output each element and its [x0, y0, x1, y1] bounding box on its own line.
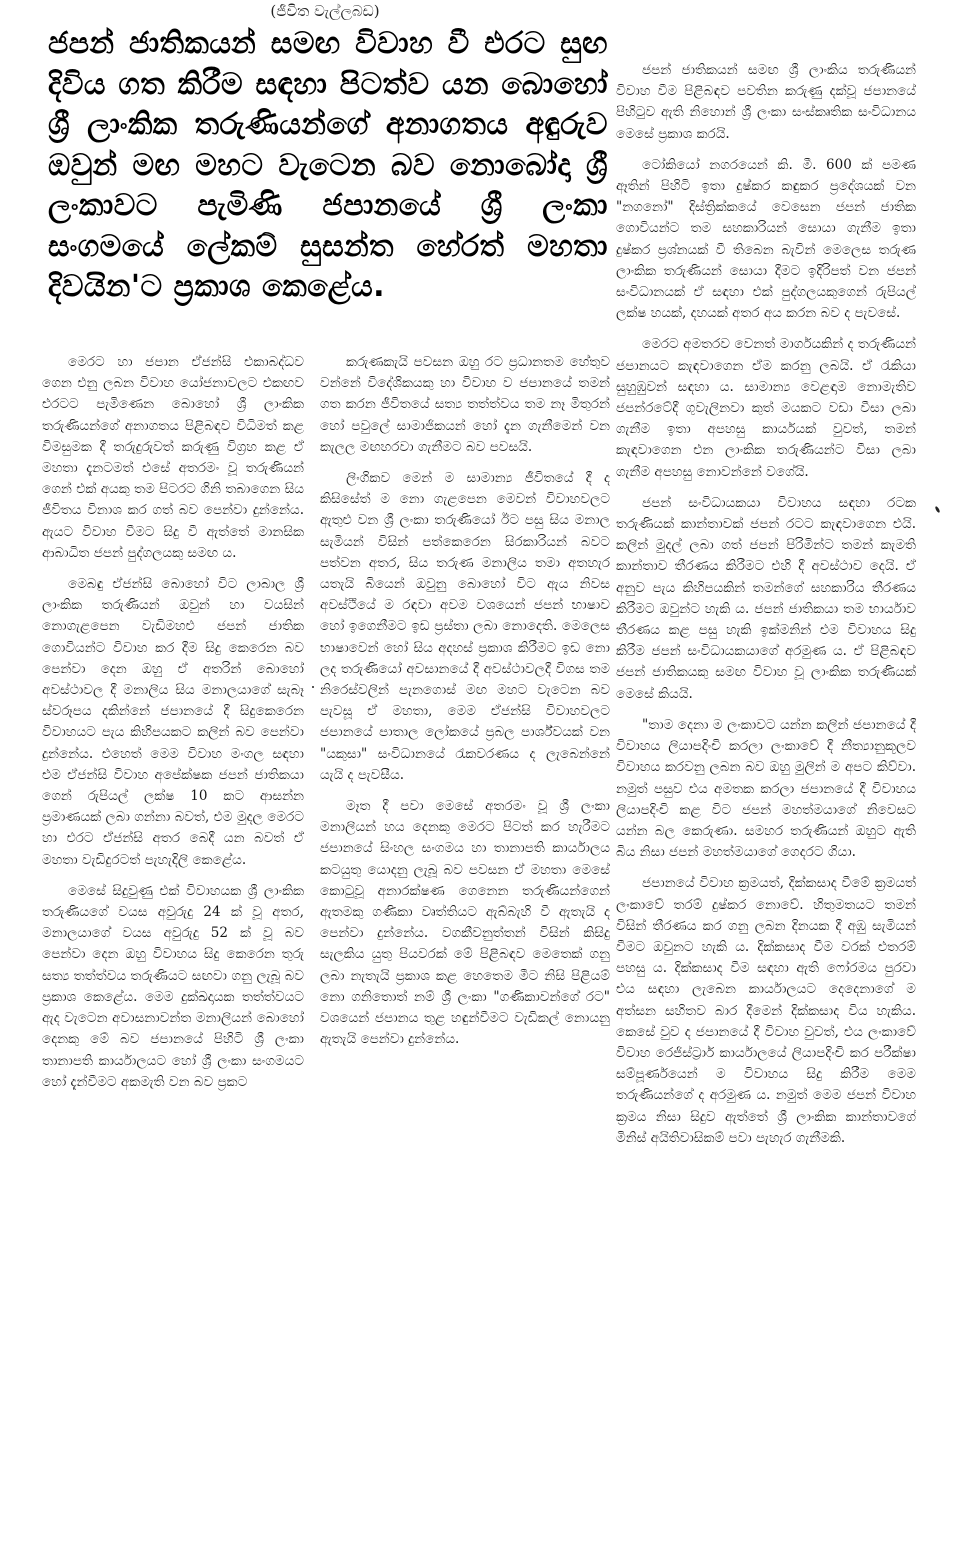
- article-column-2: [320, 352, 610, 1482]
- paragraph: මෑත දී පවා මෙසේ අතරමං වූ ශ්‍රී ලංකා මනාලියන් හය දෙනකු මෙරට පිටත් කර හැරීමට ජපානයේ සිංහල සංගමය හා තානාපති කාර්යාලය කටයුතු යොදනු ලැබූ බව පවසන ඒ මහතා මෙසේ කොටුවූ අනාරක්ෂණ ගෙනෙන තරුණියන්ගෙන් ඇතමකු ගණිකා වෘත්තියට ඇබ්බැහි වී ඇතැයි ද පෙන්වා දුන්නේය. වගකීවනුත්තන් විසින් කිසිදු සැලකිය යුතු පියවරක් මේ පිළිබඳව මෙතෙක් ගනු ලබා නැතැයි ප්‍රකාශ කළ හෙතෙම මීට නිසි පිළියම් නො ගනිතොත් නම් ශ්‍රී ලංකා "ගණිකාවන්ගේ රට" වශයෙන් ජපානය තුළ හඳුන්වීමට වැඩිකල් නොයනු ඇතැයි පෙන්වා දුන්නේය.: [320, 798, 610, 1048]
- paragraph: මෙරට අමතරව වෙනත් මාර්ගයකින් ද තරුණියන් ජපානයට කැඳවාගෙන ඒම කරනු ලබයි. ඒ රැකියා සුහුඹුවන් සඳහා ය. සාමාන්‍ය වෙළඳාම නොමැතිව ජපන්රටේදී ගුවැලිනවා කුත් මයකට වඩා වීසා ලබා ගැනීම ඉතා අපහසු කාර්යයක් වුවත්, තමන් කැඳවාගෙන එන ලාංකික තරුණියන්ට වීසා ලබා ගැනීම අපහසු නොවන්නේ වගේයි.: [616, 336, 916, 480]
- scan-speck: [312, 686, 314, 688]
- paragraph: මෙබඳු ඒජන්සි බොහෝ විට ලාබාල ශ්‍රී ලාංකික තරුණියන් ඔවුන් හා වයසින් නොගැළපෙන වැඩිමහළු ජපන් ජාතික ගොවියන්ට විවාහ කර දීම සිදු කෙරෙන බව පෙන්වා දෙන ඔහු ඒ අතරින් බොහෝ අවස්ථාවල දී මනාලිය සිය මනාලයාගේ සැබෑ ස්වරූපය දකින්නේ ජපානයේ දී සිදුකෙරෙන විවාහයට පැය කිහිපයකට කලින් බව පෙන්වා දුන්නේය. එහෙත් මෙම විවාහ මංගල සඳහා එම ඒජන්සි විවාහ අපේක්ෂක ජපන් ජාතිකයා ගෙන් රුපියල් ලක්ෂ 10 කට ආසන්න ප්‍රමාණයක් ලබා ගන්නා බවත්, එම මුදල මෙරට හා එරට ඒජන්සි අතර බෙදී යන බවත් ඒ මහතා වැඩිදුරටත් පැහැදිලි කෙළේය.: [42, 576, 304, 868]
- article-column-3: [616, 60, 916, 1460]
- byline-kicker: (ජීවිත වැල්ලබඩ): [270, 2, 380, 20]
- paragraph: ජපානයේ විවාහ ක්‍රමයත්, දික්කසාද වීමේ ක්‍රමයත් ලංකාවේ තරම් දුෂ්කර නොවේ. හිතුමතයට තමන් විසින් තීරණය කර ගනු ලබන දිනයක දී අඹු සැමියන් වීමට ඔවුනට හැකි ය. දික්කසාද වීම වරක් එතරම් පහසු ය. දික්කසාද වීම සඳහා ඇති ෆෝරමය පුරවා එය සඳහා ලැබෙන කාර්යාලයට දෙදෙනාගේ ම අත්සන සහිතව බාර දීමෙන් දික්කසාද විය හැකිය. කෙසේ වුව ද ජපානයේ දී විවාහ වුවත්, එය ලංකාවේ විවාහ රෙජිස්ට්‍රාර් කාර්යාලයේ ලියාපදිංචි කර පරීක්ෂා සම්පූර්ණයෙන් ම විවාහය සිදු කිරීම මෙම තරුණියන්ගේ ද අරමුණ ය. නමුත් මෙම ජපන් විවාහ ක්‍රමය නිසා සිදුව ඇත්තේ ශ්‍රී ලාංකික කාන්තාවගේ මිනිස් අයිතිවාසිකම් පවා පැහැර ගැනීමකි.: [616, 875, 916, 1146]
- paragraph: කරුණකැයි පවසන ඔහු රට ප්‍රධානතම හේතුව වන්නේ විදේශිකයකු හා විවාහ ව ජපානයේ තමන් ගත කරන ජීවිතයේ සත්‍ය තත්ත්වය තම නෑ මිතුරන් හෝ පවුලේ සාමාජිකයන් හෝ දැන ගැනීමෙන් වන කැලල මඟහරවා ගැනීමට බව පවසයි.: [320, 354, 610, 455]
- headline: ජපන් ජාතිකයන් සමඟ විවාහ වී එරට සුඟ දිවිය ගත කිරීම සඳහා පිටත්ව යන බොහෝ ශ්‍රී ලාංකික තරුණියන්ගේ අනාගතය අඳුරුව ඔවුන් මඟ මහට වැටෙන බව නොබෝදා ශ්‍රී ලංකාවට පැමිණි ජපානයේ ශ්‍රී ලංකා සංගමයේ ලේකම් සුසන්ත හේරත් මහතා දිවයින'ට ප්‍රකාශ කෙළේය.: [48, 26, 608, 304]
- scan-speck: [934, 506, 940, 514]
- paragraph: මෙසේ සිදුවුණු එක් විවාහයක ශ්‍රී ලාංකික තරුණියගේ වයස අවුරුදු 24 ක් වූ අතර, මනාලයාගේ වයස අවුරුදු 52 ක් වූ බව පෙන්වා දෙන ඔහු විවාහය සිදු කෙරෙන තුරු සත්‍ය තත්ත්වය තරුණියට සඟවා ගනු ලැබූ බව ප්‍රකාශ කෙළේය. මෙම දුක්ඛදායක තත්ත්වයට ඇද වැටෙන අවාසනාවන්ත මනාලියන් බොහෝ දෙනකු මේ බව ජපානයේ පිහිටි ශ්‍රී ලංකා තානාපති කාර්යාලයට හෝ ශ්‍රී ලංකා සංගමයට හෝ දැන්වීමට අකමැති වන බව ප්‍රකට: [42, 882, 304, 1090]
- paragraph: ජපන් ජාතිකයන් සමඟ ශ්‍රී ලාංකිය තරුණියන් විවාහ වීම පිළිබඳව පවතින කරුණු දක්වූ ජපානයේ පිහිටුව ඇති නිහොන් ශ්‍රී ලංකා සංස්කෘතික සංවිධානය මෙසේ ප්‍රකාශ කරයි.: [616, 62, 916, 142]
- paragraph: ටෝකියෝ නගරයෙන් කි. මී. 600 ක් පමණ ඈතින් පිහිටි ඉතා දුෂ්කර කඳුකර ප්‍රදේශයක් වන "නගනෝ" දිස්ත්‍රික්කයේ වෙසෙන ජපන් ජාතික ගොවියන්ට තම සහකාරියන් සොයා ගැනීම ඉතා දුෂ්කර ප්‍රශ්නයක් වී තිබෙන බැවින් මෙලෙස තරුණ ලාංකික තරුණියන් සොයා දීමට ඉදිරිපත් වන ජපන් සංවිධානයක් ඒ සඳහා එක් පුද්ගලයකුගෙන් රුපියල් ලක්ෂ හයක්, දහයක් අතර අය කරන බව ද පැවසේ.: [616, 156, 916, 322]
- paragraph: ලිංගිකව මෙන් ම සාමාන්‍ය ජීවිතයේ දී ද කිසිසේත් ම නො ගැළපෙන මෙවන් විවාහවලට ඇතුළු වන ශ්‍රී ලංකා තරුණියෝ ඊට පසු සිය මනාල සැමියන් විසින් පත්කෙරෙන සිරකාරියන් බවට පත්වන අතර, සිය තරුණ මනාලිය තමා අතහැර යතැයි බියෙන් ඔවුනු බොහෝ විට ඇය නිවස අවස්ථියේ ම රඳවා අවම වශයෙන් ජපන් භාෂාව හෝ ඉගෙනීමට ඉඩ ප්‍රස්තා ලබා නොදෙති. මෙලෙස භාෂාවෙන් හෝ සිය අදහස් ප්‍රකාශ කිරීමට ඉඩ නො ලද තරුණියෝ අවසානයේ දී අවස්ථාවලදී විගස තම නිරෙස්වලින් පැනගොස් මඟ මහට වැටෙන බව පැවසූ ඒ මහතා, මෙම ඒජන්සි විවාහවලට ජපානයේ පාතාල ලෝකයේ ප්‍රබල පාර්ශ්වයක් වන "යකුසා" සංවිධානයේ රැකවරණය ද ලැබෙන්නේ යැයි ද පැවසීය.: [320, 470, 610, 783]
- paragraph: මෙරට හා ජපාන ඒජන්සි එකාබද්ධව ගෙන එනු ලබන විවාහ යෝජනාවලට එකඟව එරටට පැමිණෙන බොහෝ ශ්‍රී ලාංකික තරුණියන්ගේ අනාගතය පිළිබඳව විධිමත් කළ විමසුමක දී තරුදුරුවත් කරුණු විග්‍රහ කළ ඒ මහතා දැනටමත් එසේ අතරමං වූ තරුණියන් ගෙන් එක් අයකු තම පිටරට ගිනි තබාගෙන සිය ජීවිතය විනාශ කර ගත් බව පෙන්වා දුන්නේය. ඇයට විවාහ වීමට සිදු වී ඇත්තේ මානසික ආබාධිත ජපන් පුද්ගලයකු සමඟ ය.: [42, 354, 304, 561]
- paragraph: "තාම දෙනා ම ලංකාවට යන්න කලින් ජපානයේ දී විවාහය ලියාපදිංචි කරලා ලංකාවේ දී නීත්‍යානුකූලව විවාහය කරවනු ලබන බව ඔහු මුලින් ම අපට කිව්වා. නමුත් පසුව එය අමතක කරලා ජපානයේ දී විවාහය ලියාපදිංචි කළ විට ජපන් මහත්මයාගේ නිවෙසට යන්න බල කෙරුණා. සමහර තරුණියන් ඔහුට ඇති බිය නිසා ජපන් මහත්මයාගේ ගෙදරට ගියා.: [616, 716, 916, 861]
- paragraph: ජපන් සංවිධායකයා විවාහය සඳහා රටක තරුණියක් කාන්තාවක් ජපන් රටට කැඳවාගෙන එයි. කලින් මුදල් ලබා ගත් ජපන් පිරිමින්ට තමන් කැමති කාන්තාව තීරණය කිරීමට එහි දී අවස්ථාව දෙයි. ඒ අනුව පැය කිහිපයකින් තමන්ගේ සහකාරිය තීරණය කිරීමට ඔවුන්ට හැකි ය. ජපන් ජාතිකයා තම භාර්යාව තීරණය කළ පසු හැකි ඉක්මනින් එම විවාහය සිදු කිරීම ජපන් සංවිධායකයාගේ අරමුණ ය. ඒ පිළිබඳව ජපන් ජාතිකයකු සමඟ විවාහ වූ ලාංකික තරුණියක් මෙසේ කියයි.: [616, 494, 916, 702]
- article-column-1: [42, 352, 304, 1562]
